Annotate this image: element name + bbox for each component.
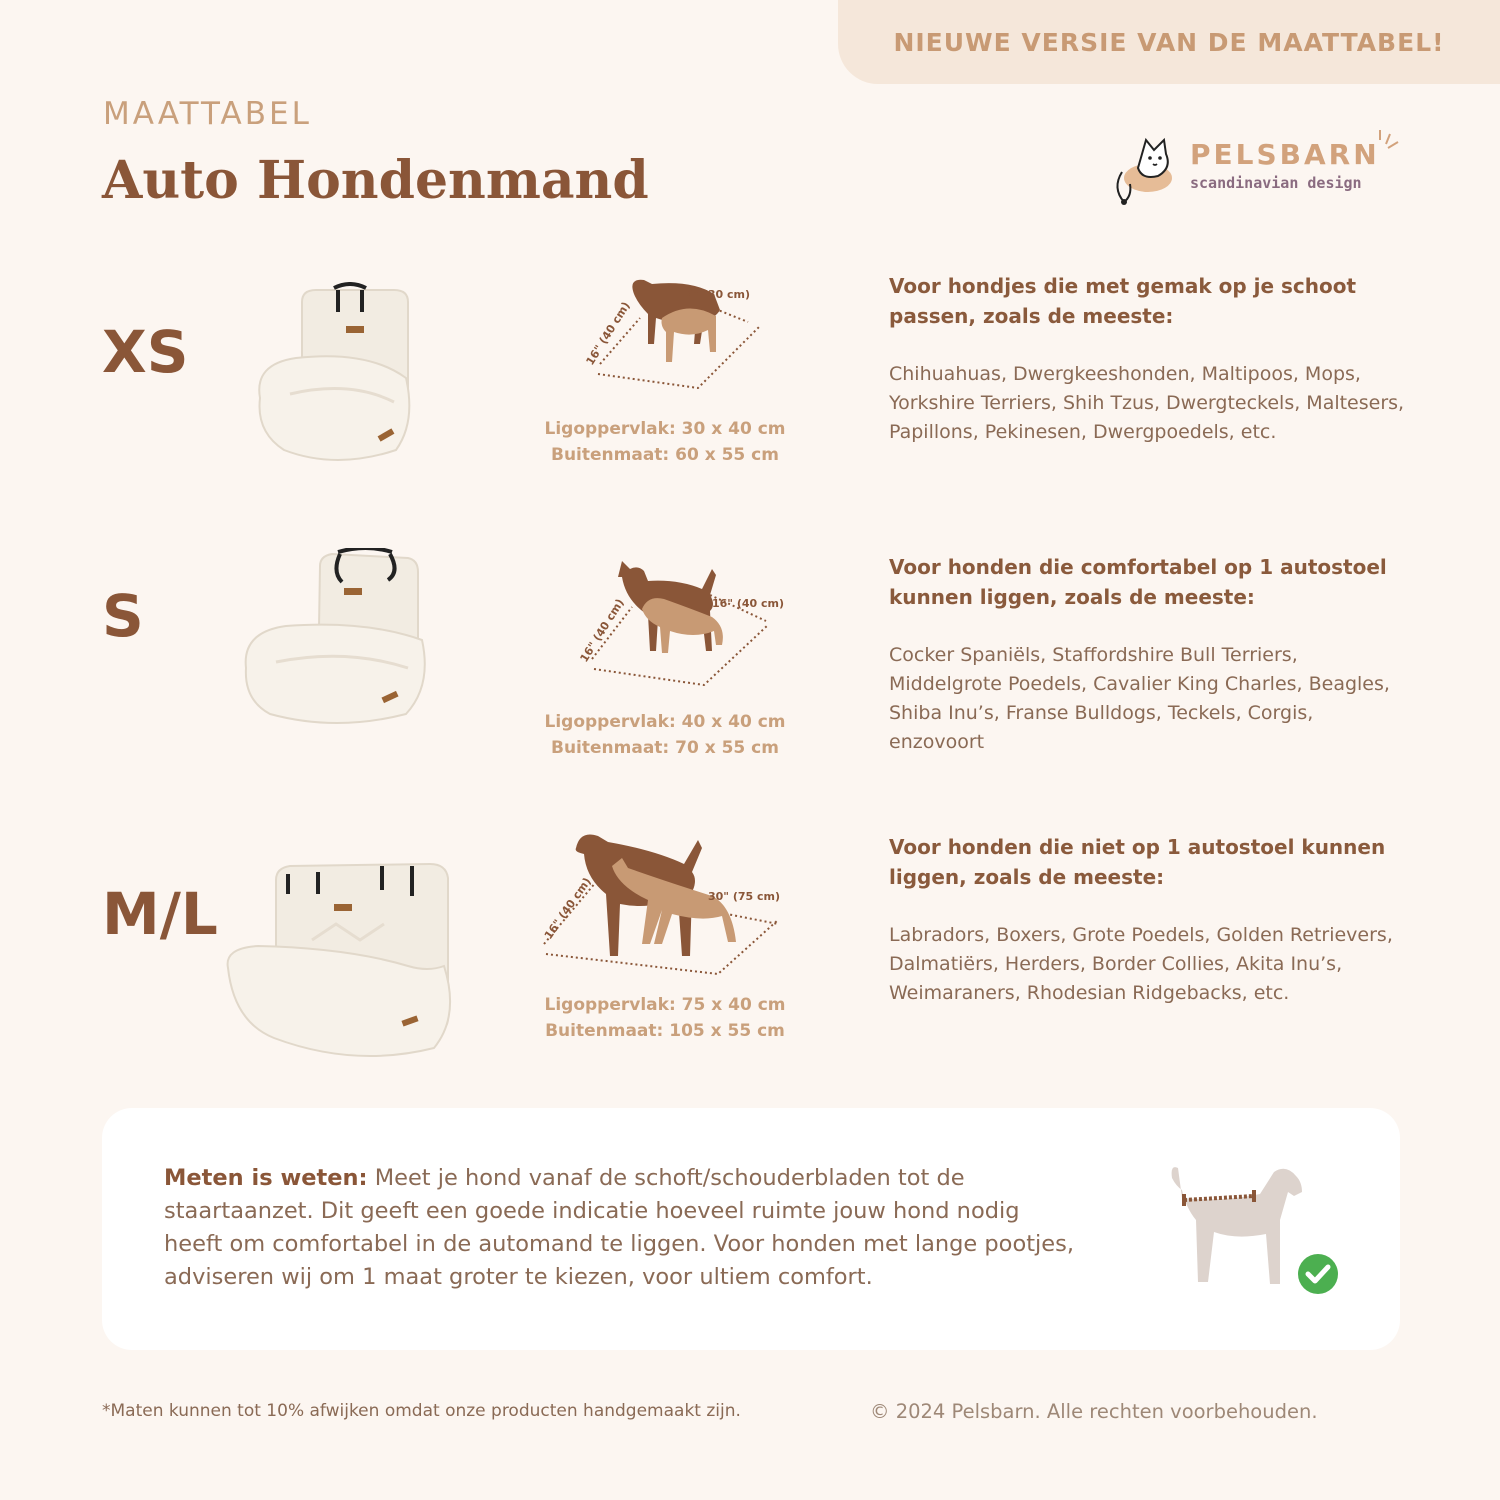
new-version-banner: NIEUWE VERSIE VAN DE MAATTABEL! (838, 0, 1500, 84)
ml-diagram-length: 30" (75 cm) (708, 890, 781, 903)
xs-diagram-width: 16" (40 cm) (583, 299, 633, 368)
s-car-bed-image (240, 548, 430, 730)
s-diagram-length: 16" (40 cm) (712, 597, 785, 610)
xs-outer-size: Buitenmaat: 60 x 55 cm (551, 445, 779, 465)
ml-diagram-width: 16" (40 cm) (541, 875, 594, 942)
s-breed-list: Cocker Spaniëls, Staffordshire Bull Terriers, Middelgrote Poedels, Cavalier King Charles, Beagles, Shiba Inu’s, Franse Bulldogs, Teckels, Corgis, enzovoort (889, 644, 1390, 753)
ml-car-bed-image (222, 858, 452, 1064)
s-outer-size: Buitenmaat: 70 x 55 cm (551, 738, 779, 758)
xs-size-diagram (578, 278, 768, 390)
measured-dog-icon (1150, 1160, 1350, 1300)
s-diagram-width: 16" (40 cm) (577, 596, 627, 665)
xs-description-heading: Voor hondjes die met gemak op je schoot passen, zoals de meeste: (889, 274, 1357, 328)
ml-outer-size: Buitenmaat: 105 x 55 cm (545, 1021, 785, 1041)
ml-breed-list: Labradors, Boxers, Grote Poedels, Golden Retrievers, Dalmatiërs, Herders, Border Collies, Akita Inu’s, Weimaraners, Rhodesian Ridgebacks, etc. (889, 924, 1393, 1004)
measure-tip-lead: Meten is weten: (164, 1165, 368, 1191)
ml-lying-area: Ligoppervlak: 75 x 40 cm (544, 995, 786, 1015)
xs-breed-list: Chihuahuas, Dwergkeeshonden, Maltipoos, Mops, Yorkshire Terriers, Shih Tzus, Dwergteckels, Maltesers, Papillons, Pekinesen, Dwergpoedels, etc. (889, 363, 1405, 443)
copyright-text: © 2024 Pelsbarn. Alle rechten voorbehouden. (870, 1400, 1318, 1423)
size-deviation-note: *Maten kunnen tot 10% afwijken omdat onze producten handgemaakt zijn. (102, 1401, 741, 1421)
logo-name: PELSBARN (1190, 138, 1380, 171)
section-eyebrow: MAATTABEL (103, 96, 312, 132)
measure-tip-body: Meet je hond vanaf de schoft/schouderbladen tot de staartaanzet. Dit geeft een goede indicatie hoeveel ruimte jouw hond nodig heeft om comfortabel in de automand te liggen. Voor honden met lange pootjes, adviseren wij om 1 maat groter te kiezen, voor ultiem comfort. (164, 1165, 1074, 1290)
s-lying-area: Ligoppervlak: 40 x 40 cm (544, 712, 786, 732)
size-label-ml: M/L (102, 880, 218, 948)
logo-tagline: scandinavian design (1190, 174, 1362, 192)
s-size-diagram (570, 555, 790, 690)
measure-tip-text (164, 1162, 1084, 1294)
xs-car-bed-image (250, 282, 420, 472)
xs-lying-area: Ligoppervlak: 30 x 40 cm (544, 419, 786, 439)
xs-diagram-length: 12" (30 cm) (678, 288, 751, 301)
size-label-xs: XS (102, 318, 189, 386)
ml-size-diagram (536, 830, 790, 980)
page-title: Auto Hondenmand (102, 150, 649, 211)
size-label-s: S (102, 582, 144, 650)
ml-description-heading: Voor honden die niet op 1 autostoel kunnen liggen, zoals de meeste: (889, 835, 1386, 889)
s-description-heading: Voor honden die comfortabel op 1 autostoel kunnen liggen, zoals de meeste: (889, 555, 1387, 609)
